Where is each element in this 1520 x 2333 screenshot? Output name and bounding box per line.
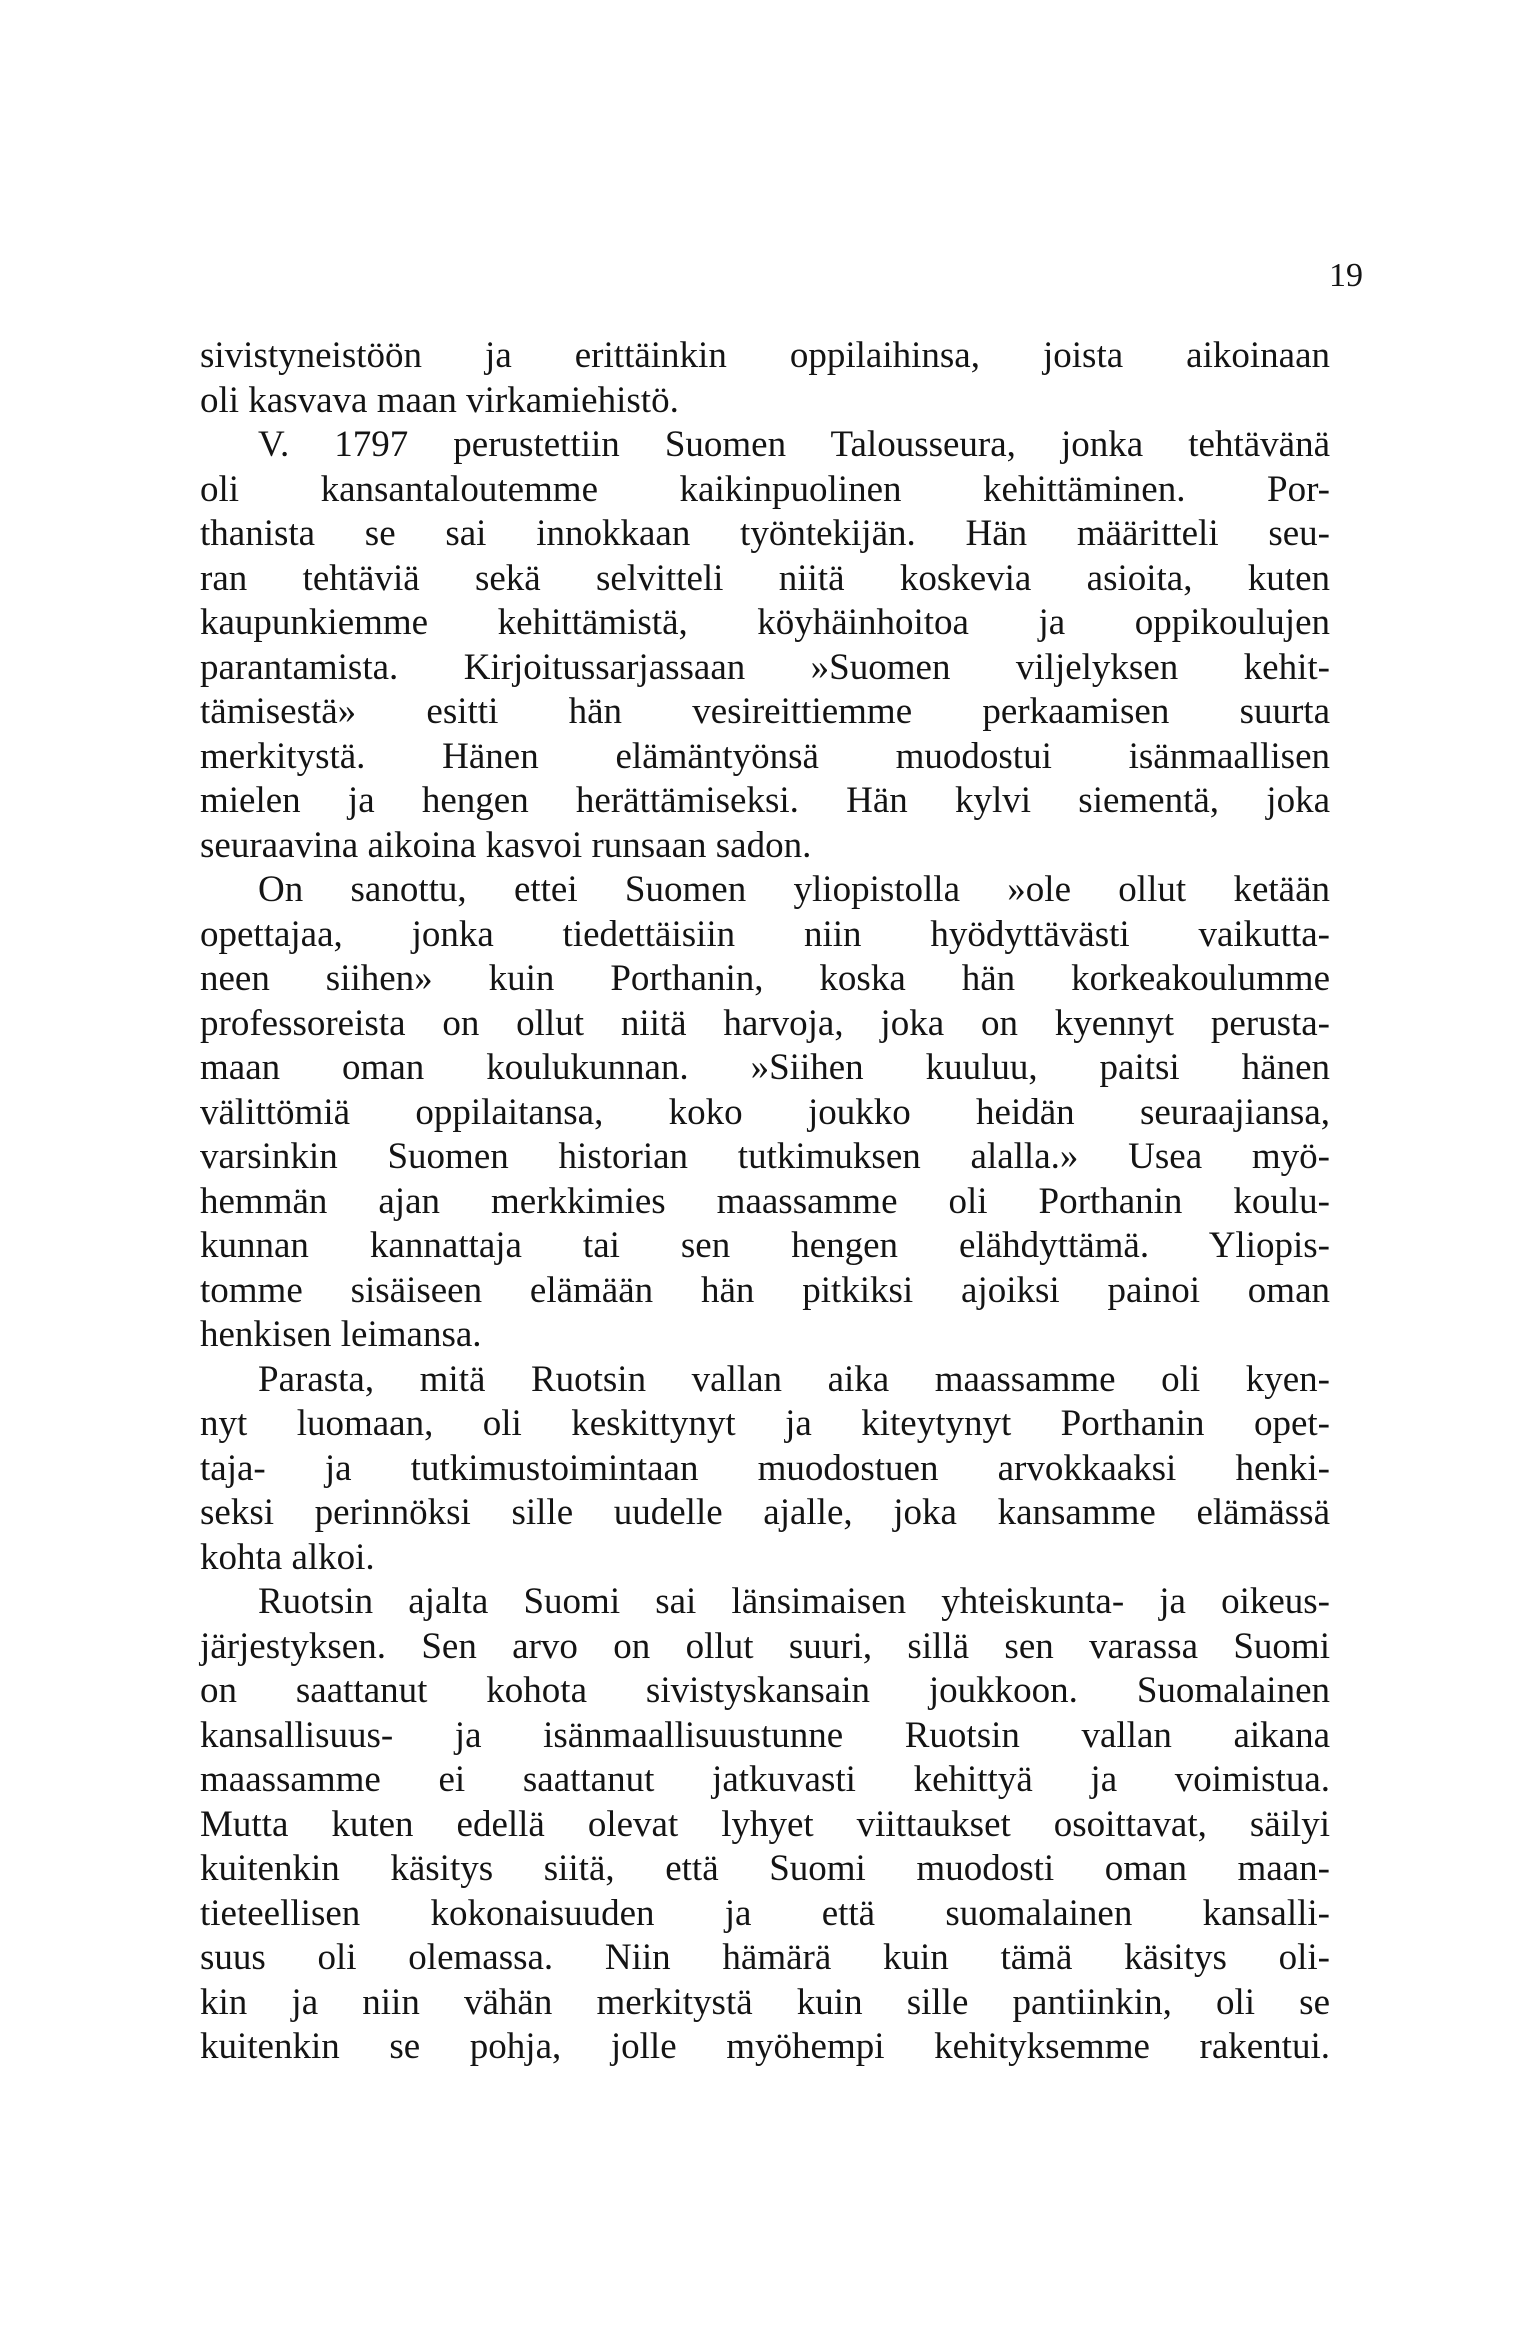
text-line: kuitenkin käsitys siitä, että Suomi muodosti oman maan- <box>200 1848 1330 1889</box>
text-line: professoreista on ollut niitä harvoja, joka on kyennyt perusta- <box>200 1002 1330 1044</box>
text-line: oli kansantaloutemme kaikinpuolinen kehittäminen. Por- <box>200 468 1330 510</box>
text-line: parantamista. Kirjoitussarjassaan »Suomen viljelyksen kehit- <box>200 646 1330 688</box>
text-line: välittömiä oppilaitansa, koko joukko heidän seuraajiansa, <box>200 1091 1330 1133</box>
page-number: 19 <box>1329 257 1363 294</box>
text-line: on saattanut kohota sivistyskansain joukkoon. Suomalainen <box>200 1670 1330 1711</box>
text-line: oli kasvava maan virkamiehistö. <box>200 379 679 421</box>
body-text <box>200 334 1330 2070</box>
text-line: kansallisuus- ja isänmaallisuustunne Ruotsin vallan aikana <box>200 1714 1330 1756</box>
text-line: thanista se sai innokkaan työntekijän. Hän määritteli seu- <box>200 513 1330 554</box>
text-line: merkitystä. Hänen elämäntyönsä muodostui isänmaallisen <box>200 735 1330 777</box>
text-line: seksi perinnöksi sille uudelle ajalle, joka kansamme elämässä <box>200 1492 1330 1533</box>
text-line: tomme sisäiseen elämään hän pitkiksi ajoiksi painoi oman <box>200 1269 1330 1311</box>
text-line: V. 1797 perustettiin Suomen Talousseura, jonka tehtävänä <box>258 424 1330 465</box>
text-line: kaupunkiemme kehittämistä, köyhäinhoitoa ja oppikoulujen <box>200 602 1330 643</box>
text-line: maan oman koulukunnan. »Siihen kuuluu, paitsi hänen <box>200 1047 1330 1088</box>
text-line: Mutta kuten edellä olevat lyhyet viittaukset osoittavat, säilyi <box>200 1803 1330 1845</box>
text-line: hemmän ajan merkkimies maassamme oli Porthanin koulu- <box>200 1180 1330 1222</box>
text-line: On sanottu, ettei Suomen yliopistolla »ole ollut ketään <box>258 869 1330 910</box>
text-line: opettajaa, jonka tiedettäisiin niin hyödyttävästi vaikutta- <box>200 913 1330 955</box>
text-line: tieteellisen kokonaisuuden ja että suomalainen kansalli- <box>200 1892 1330 1934</box>
text-line: Ruotsin ajalta Suomi sai länsimaisen yhteiskunta- ja oikeus- <box>258 1581 1330 1622</box>
text-line: mielen ja hengen herättämiseksi. Hän kylvi siementä, joka <box>200 780 1330 821</box>
text-line: suus oli olemassa. Niin hämärä kuin tämä käsitys oli- <box>200 1937 1330 1978</box>
text-line: kuitenkin se pohja, jolle myöhempi kehityksemme rakentui. <box>200 2026 1330 2067</box>
text-line: kunnan kannattaja tai sen hengen elähdyttämä. Yliopis- <box>200 1225 1330 1266</box>
text-line: taja- ja tutkimustoimintaan muodostuen arvokkaaksi henki- <box>200 1447 1330 1489</box>
text-line: sivistyneistöön ja erittäinkin oppilaihinsa, joista aikoinaan <box>200 335 1330 376</box>
text-line: kohta alkoi. <box>200 1536 375 1578</box>
text-line: Parasta, mitä Ruotsin vallan aika maassamme oli kyen- <box>258 1358 1330 1400</box>
text-line: maassamme ei saattanut jatkuvasti kehittyä ja voimistua. <box>200 1759 1330 1800</box>
text-line: kin ja niin vähän merkitystä kuin sille pantiinkin, oli se <box>200 1981 1330 2023</box>
text-line: ran tehtäviä sekä selvitteli niitä koskevia asioita, kuten <box>200 557 1330 599</box>
text-line: tämisestä» esitti hän vesireittiemme perkaamisen suurta <box>200 691 1330 732</box>
text-line: seuraavina aikoina kasvoi runsaan sadon. <box>200 824 812 866</box>
text-line: järjestyksen. Sen arvo on ollut suuri, sillä sen varassa Suomi <box>200 1625 1330 1667</box>
text-line: henkisen leimansa. <box>200 1314 482 1355</box>
text-line: varsinkin Suomen historian tutkimuksen alalla.» Usea myö- <box>200 1136 1330 1177</box>
text-line: neen siihen» kuin Porthanin, koska hän korkeakoulumme <box>200 958 1330 999</box>
text-line: nyt luomaan, oli keskittynyt ja kiteytynyt Porthanin opet- <box>200 1403 1330 1444</box>
